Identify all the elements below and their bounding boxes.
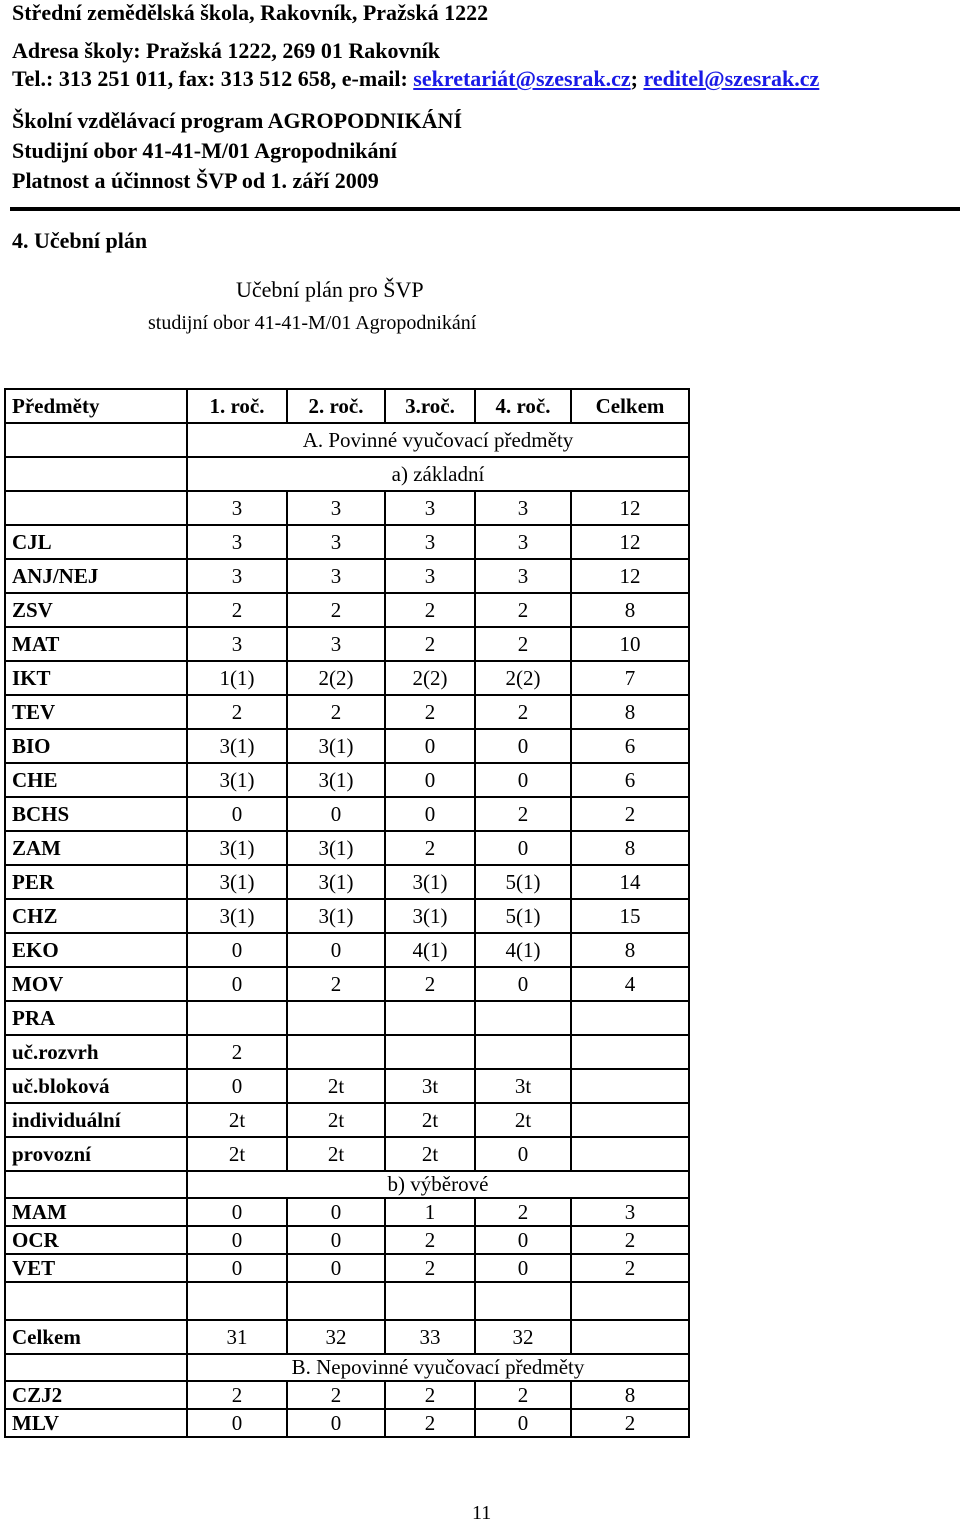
value-cell: 4. roč. [475, 389, 571, 423]
value-cell: 12 [571, 525, 689, 559]
plan-title: Učební plán pro ŠVP [236, 277, 424, 302]
value-cell: 8 [571, 593, 689, 627]
subject-cell: PER [5, 865, 187, 899]
value-cell: 7 [571, 661, 689, 695]
value-cell [571, 1282, 689, 1320]
value-cell: 8 [571, 1381, 689, 1409]
subject-cell: BCHS [5, 797, 187, 831]
value-cell: 2 [475, 627, 571, 661]
subject-cell: uč.bloková [5, 1069, 187, 1103]
value-cell: 3 [187, 491, 287, 525]
value-cell: 3(1) [187, 729, 287, 763]
value-cell [187, 1282, 287, 1320]
value-cell: 3(1) [287, 729, 385, 763]
value-cell: Celkem [571, 389, 689, 423]
table-row [5, 1198, 689, 1226]
group-a-heading-row [5, 457, 689, 491]
value-cell: 0 [187, 1409, 287, 1437]
value-cell: 3 [385, 525, 475, 559]
value-cell: 0 [475, 763, 571, 797]
school-address: Adresa školy: Pražská 1222, 269 01 Rakovník [12, 38, 441, 63]
email-link-director[interactable]: reditel@szesrak.cz [643, 66, 820, 91]
table-row [5, 933, 689, 967]
value-cell: 3 [385, 559, 475, 593]
value-cell: 3(1) [287, 831, 385, 865]
subject-cell: ZSV [5, 593, 187, 627]
value-cell: 2 [187, 1381, 287, 1409]
value-cell: 32 [475, 1320, 571, 1354]
value-cell: 2 [385, 967, 475, 1001]
value-cell: 3 [287, 627, 385, 661]
subject-cell: MOV [5, 967, 187, 1001]
subject-cell [5, 1282, 187, 1320]
value-cell: 1 [385, 1198, 475, 1226]
value-cell [571, 1103, 689, 1137]
value-cell: 3 [187, 525, 287, 559]
value-cell: 0 [187, 1198, 287, 1226]
value-cell: 6 [571, 729, 689, 763]
value-cell: 0 [385, 797, 475, 831]
value-cell: 5(1) [475, 865, 571, 899]
value-cell: 3t [385, 1069, 475, 1103]
table-row [5, 865, 689, 899]
subject-cell: VET [5, 1254, 187, 1282]
value-cell: 2t [475, 1103, 571, 1137]
value-cell: 12 [571, 559, 689, 593]
value-cell: 2 [385, 1226, 475, 1254]
value-cell: 3(1) [187, 899, 287, 933]
value-cell: 2 [385, 831, 475, 865]
value-cell: 3 [571, 1198, 689, 1226]
table-row [5, 491, 689, 525]
program-title: Školní vzdělávací program AGROPODNIKÁNÍ [12, 108, 463, 133]
value-cell: 0 [287, 1409, 385, 1437]
value-cell: 2(2) [475, 661, 571, 695]
group-b-heading: b) výběrové [187, 1171, 689, 1198]
value-cell: 2 [385, 1381, 475, 1409]
value-cell: 0 [287, 1226, 385, 1254]
subject-cell: individuální [5, 1103, 187, 1137]
value-cell: 12 [571, 491, 689, 525]
value-cell: 15 [571, 899, 689, 933]
value-cell: 2 [571, 1226, 689, 1254]
email-link-secretary[interactable]: sekretariát@szesrak.cz [413, 66, 631, 91]
value-cell: 3(1) [287, 763, 385, 797]
header-divider [10, 207, 960, 211]
value-cell: 4 [571, 967, 689, 1001]
subject-cell: Předměty [5, 389, 187, 423]
value-cell: 3 [187, 559, 287, 593]
value-cell: 0 [187, 797, 287, 831]
value-cell: 31 [187, 1320, 287, 1354]
value-cell: 2 [385, 1409, 475, 1437]
value-cell: 0 [475, 967, 571, 1001]
table-row [5, 1035, 689, 1069]
table-row [5, 797, 689, 831]
value-cell: 0 [475, 831, 571, 865]
value-cell [571, 1035, 689, 1069]
section-title: 4. Učební plán [12, 228, 148, 253]
section-b-heading: B. Nepovinné vyučovací předměty [187, 1354, 689, 1381]
table-row [5, 899, 689, 933]
table-row [5, 661, 689, 695]
value-cell: 1(1) [187, 661, 287, 695]
table-row [5, 1226, 689, 1254]
value-cell [385, 1035, 475, 1069]
subject-cell: PRA [5, 1001, 187, 1035]
table-row [5, 763, 689, 797]
value-cell: 2(2) [287, 661, 385, 695]
value-cell: 0 [475, 729, 571, 763]
header-row [5, 389, 689, 423]
value-cell: 0 [475, 1226, 571, 1254]
section-b-heading-row [5, 1354, 689, 1381]
value-cell: 2t [385, 1137, 475, 1171]
value-cell [287, 1282, 385, 1320]
value-cell: 2 [571, 1409, 689, 1437]
value-cell: 0 [475, 1254, 571, 1282]
empty-cell [5, 1171, 187, 1198]
table-row [5, 593, 689, 627]
value-cell: 2t [287, 1069, 385, 1103]
value-cell: 4(1) [385, 933, 475, 967]
total-row [5, 1320, 689, 1354]
value-cell: 2(2) [385, 661, 475, 695]
value-cell [287, 1001, 385, 1035]
value-cell: 2 [385, 695, 475, 729]
subject-cell: uč.rozvrh [5, 1035, 187, 1069]
subject-cell: IKT [5, 661, 187, 695]
group-b-heading-row [5, 1171, 689, 1198]
table-row [5, 831, 689, 865]
value-cell: 8 [571, 933, 689, 967]
value-cell [187, 1001, 287, 1035]
value-cell: 3(1) [385, 865, 475, 899]
value-cell: 10 [571, 627, 689, 661]
contact-text: Tel.: 313 251 011, fax: 313 512 658, e-mail: [12, 66, 414, 91]
table-row [5, 1137, 689, 1171]
value-cell: 3.roč. [385, 389, 475, 423]
subject-cell: CJL [5, 525, 187, 559]
value-cell: 2t [187, 1137, 287, 1171]
value-cell: 5(1) [475, 899, 571, 933]
group-a-heading: a) základní [187, 457, 689, 491]
table-row [5, 1069, 689, 1103]
value-cell: 2 [187, 695, 287, 729]
value-cell: 2t [187, 1103, 287, 1137]
value-cell: 3 [475, 491, 571, 525]
value-cell: 2 [287, 967, 385, 1001]
value-cell: 0 [187, 1254, 287, 1282]
subject-cell: ANJ/NEJ [5, 559, 187, 593]
table-row [5, 627, 689, 661]
value-cell: 2 [571, 797, 689, 831]
value-cell: 2 [385, 627, 475, 661]
value-cell: 3 [475, 559, 571, 593]
subject-cell: CHE [5, 763, 187, 797]
value-cell: 3 [385, 491, 475, 525]
value-cell: 3 [475, 525, 571, 559]
value-cell [475, 1001, 571, 1035]
value-cell: 0 [287, 1198, 385, 1226]
value-cell: 0 [385, 729, 475, 763]
value-cell: 6 [571, 763, 689, 797]
email-separator: ; [630, 66, 644, 91]
empty-cell [5, 1354, 187, 1381]
value-cell: 1. roč. [187, 389, 287, 423]
value-cell [571, 1001, 689, 1035]
value-cell: 4(1) [475, 933, 571, 967]
value-cell [571, 1069, 689, 1103]
field-of-study: Studijní obor 41-41-M/01 Agropodnikání [12, 138, 397, 163]
value-cell: 0 [187, 1226, 287, 1254]
value-cell: 2 [475, 695, 571, 729]
empty-cell [5, 457, 187, 491]
value-cell: 0 [287, 933, 385, 967]
value-cell: 2t [287, 1103, 385, 1137]
table-row [5, 1409, 689, 1437]
value-cell: 3t [475, 1069, 571, 1103]
value-cell [385, 1282, 475, 1320]
school-name: Střední zemědělská škola, Rakovník, Pražská 1222 [12, 0, 489, 25]
table-row [5, 1254, 689, 1282]
value-cell: 2t [287, 1137, 385, 1171]
value-cell [287, 1035, 385, 1069]
value-cell [571, 1137, 689, 1171]
value-cell: 3(1) [385, 899, 475, 933]
value-cell: 32 [287, 1320, 385, 1354]
value-cell: 3 [287, 491, 385, 525]
value-cell: 3(1) [187, 831, 287, 865]
value-cell: 3(1) [187, 763, 287, 797]
value-cell: 3(1) [287, 865, 385, 899]
subject-cell: ZAM [5, 831, 187, 865]
value-cell: 0 [475, 1137, 571, 1171]
empty-cell [5, 423, 187, 457]
value-cell [475, 1282, 571, 1320]
value-cell: 33 [385, 1320, 475, 1354]
table-row [5, 525, 689, 559]
school-contact [12, 66, 819, 92]
subject-cell: OCR [5, 1226, 187, 1254]
value-cell: 3(1) [187, 865, 287, 899]
value-cell: 2 [287, 695, 385, 729]
value-cell: 2t [385, 1103, 475, 1137]
table-row [5, 967, 689, 1001]
subject-cell: provozní [5, 1137, 187, 1171]
value-cell: 0 [475, 1409, 571, 1437]
subject-cell: MLV [5, 1409, 187, 1437]
value-cell: 2 [571, 1254, 689, 1282]
value-cell: 0 [187, 967, 287, 1001]
value-cell: 2 [475, 1198, 571, 1226]
subject-cell: Celkem [5, 1320, 187, 1354]
page-number: 11 [472, 1502, 492, 1524]
validity-line: Platnost a účinnost ŠVP od 1. září 2009 [12, 168, 379, 193]
spacer-row [5, 1282, 689, 1320]
subject-cell: BIO [5, 729, 187, 763]
value-cell: 2 [287, 1381, 385, 1409]
plan-subtitle: studijní obor 41-41-M/01 Agropodnikání [148, 312, 477, 334]
table-row [5, 695, 689, 729]
value-cell: 3 [187, 627, 287, 661]
table-row [5, 1103, 689, 1137]
table-row [5, 729, 689, 763]
table-row [5, 559, 689, 593]
value-cell: 2 [475, 1381, 571, 1409]
table-row [5, 1001, 689, 1035]
value-cell: 2. roč. [287, 389, 385, 423]
value-cell: 8 [571, 831, 689, 865]
value-cell: 2 [475, 593, 571, 627]
value-cell: 2 [187, 593, 287, 627]
value-cell [475, 1035, 571, 1069]
value-cell: 2 [385, 593, 475, 627]
section-a-heading: A. Povinné vyučovací předměty [187, 423, 689, 457]
value-cell: 0 [187, 933, 287, 967]
subject-cell: CZJ2 [5, 1381, 187, 1409]
subject-cell: EKO [5, 933, 187, 967]
value-cell [571, 1320, 689, 1354]
table-row [5, 1381, 689, 1409]
value-cell: 14 [571, 865, 689, 899]
value-cell: 0 [187, 1069, 287, 1103]
subject-cell [5, 491, 187, 525]
value-cell: 2 [385, 1254, 475, 1282]
curriculum-table [4, 388, 690, 1438]
subject-cell: MAM [5, 1198, 187, 1226]
value-cell: 0 [287, 1254, 385, 1282]
value-cell: 2 [475, 797, 571, 831]
subject-cell: TEV [5, 695, 187, 729]
value-cell: 3 [287, 559, 385, 593]
value-cell: 0 [287, 797, 385, 831]
value-cell: 0 [385, 763, 475, 797]
value-cell [385, 1001, 475, 1035]
value-cell: 3 [287, 525, 385, 559]
value-cell: 8 [571, 695, 689, 729]
subject-cell: CHZ [5, 899, 187, 933]
subject-cell: MAT [5, 627, 187, 661]
value-cell: 3(1) [287, 899, 385, 933]
section-a-heading-row [5, 423, 689, 457]
value-cell: 2 [187, 1035, 287, 1069]
value-cell: 2 [287, 593, 385, 627]
